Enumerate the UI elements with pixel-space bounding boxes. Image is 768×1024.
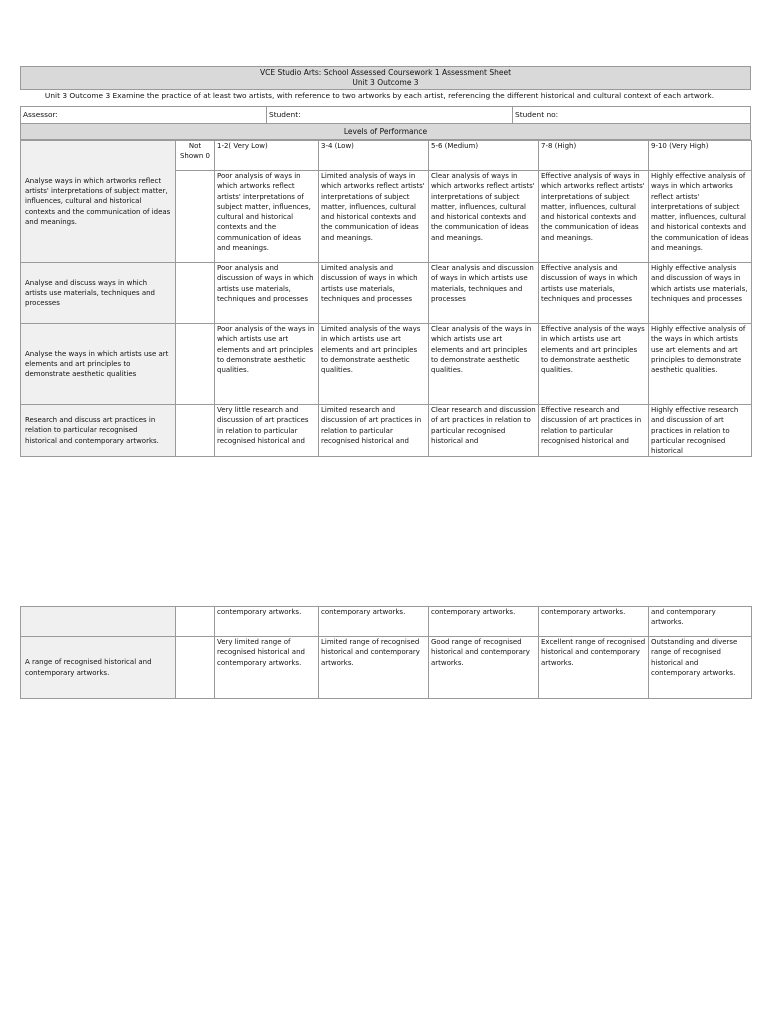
rubric-cell: Highly effective analysis of the ways in which artists use art elements and art principles to demonstrate aesthetic qualities. [649,324,752,405]
level-header: 1-2( Very Low) [215,141,319,171]
outcome-description: Unit 3 Outcome 3 Examine the practice of at least two artists, with reference to two artworks by each artist, referencing the different historical and cultural context of each artwork. [44,91,715,100]
sheet-subtitle: Unit 3 Outcome 3 [352,78,419,87]
table-row [21,324,752,405]
rubric-cell: Effective analysis of the ways in which artists use art elements and art principles to demonstrate aesthetic qualities. [539,324,649,405]
not-shown-cell[interactable] [176,324,215,405]
sheet-title-box [20,66,751,90]
rubric-cell: Good range of recognised historical and contemporary artworks. [429,637,539,699]
assessor-field[interactable]: Assessor: [21,107,267,123]
rubric-cell: Clear analysis of ways in which artworks reflect artists' interpretations of subject matter, influences, cultural and historical contexts and the communication of ideas and meanings. [429,171,539,263]
table-row [21,405,752,457]
not-shown-cell[interactable] [176,637,215,699]
table-row [21,607,752,637]
rubric-cell: Clear research and discussion of art practices in relation to particular recognised historical and [429,405,539,457]
levels-of-performance-heading: Levels of Performance [20,124,751,140]
student-no-field[interactable]: Student no: [515,110,559,119]
rubric-cell: Poor analysis of ways in which artworks reflect artists' interpretations of subject matter, influences, cultural and historical contexts and the communication of ideas and meanings. [215,171,319,263]
rubric-cell: Clear analysis and discussion of ways in which artists use materials, techniques and processes [429,263,539,324]
rubric-cell: Limited range of recognised historical and contemporary artworks. [319,637,429,699]
not-shown-header: Not Shown 0 [176,141,215,171]
criterion-cell: Analyse the ways in which artists use art elements and art principles to demonstrate aesthetic qualities [21,324,176,405]
rubric-cell: Limited research and discussion of art practices in relation to particular recognised historical and [319,405,429,457]
rubric-cell: Very limited range of recognised historical and contemporary artworks. [215,637,319,699]
rubric-cell: contemporary artworks. [539,607,649,637]
table-row [21,637,752,699]
rubric-cell: contemporary artworks. [319,607,429,637]
level-header: 7-8 (High) [539,141,649,171]
rubric-cell: Effective analysis of ways in which artworks reflect artists' interpretations of subject matter, influences, cultural and historical contexts and the communication of ideas and meanings. [539,171,649,263]
criterion-cell: A range of recognised historical and contemporary artworks. [21,637,176,699]
rubric-table [20,140,752,457]
sheet-title: VCE Studio Arts: School Assessed Coursework 1 Assessment Sheet [259,68,512,77]
level-header: 3-4 (Low) [319,141,429,171]
table-row [21,263,752,324]
not-shown-cell[interactable] [176,607,215,637]
criterion-cell: Analyse and discuss ways in which artists use materials, techniques and processes [21,263,176,324]
rubric-header-row [21,141,752,171]
rubric-cell: Highly effective analysis of ways in which artworks reflect artists' interpretations of subject matter, influences, cultural and historical contexts and the communication of ideas and meanings. [649,171,752,263]
not-shown-cell[interactable] [176,263,215,324]
rubric-cell: Limited analysis of the ways in which artists use art elements and art principles to demonstrate aesthetic qualities. [319,324,429,405]
rubric-table-continued [20,606,752,699]
rubric-cell: Limited analysis and discussion of ways in which artists use materials, techniques and processes [319,263,429,324]
not-shown-cell[interactable] [176,405,215,457]
rubric-cell: contemporary artworks. [215,607,319,637]
student-field[interactable]: Student: [267,107,513,123]
assessor-student-row [20,106,751,124]
assessment-sheet-page-1 [20,66,751,457]
rubric-cell: Effective analysis and discussion of ways in which artists use materials, techniques and processes [539,263,649,324]
rubric-cell: Limited analysis of ways in which artworks reflect artists' interpretations of subject matter, influences, cultural and historical contexts and the communication of ideas and meanings. [319,171,429,263]
criterion-cell [21,607,176,637]
rubric-cell: Highly effective research and discussion of art practices in relation to particular recognised historical [649,405,752,457]
rubric-cell: Poor analysis of the ways in which artists use art elements and art principles to demonstrate aesthetic qualities. [215,324,319,405]
criterion-cell: Research and discuss art practices in relation to particular recognised historical and contemporary artworks. [21,405,176,457]
rubric-cell: Effective research and discussion of art practices in relation to particular recognised historical and [539,405,649,457]
rubric-cell: and contemporary artworks. [649,607,752,637]
rubric-cell: Highly effective analysis and discussion of ways in which artists use materials, techniques and processes [649,263,752,324]
assessment-sheet-page-2 [20,606,751,699]
level-header: 9-10 (Very High) [649,141,752,171]
rubric-cell: Clear analysis of the ways in which artists use art elements and art principles to demonstrate aesthetic qualities. [429,324,539,405]
rubric-cell: Very little research and discussion of art practices in relation to particular recognised historical and [215,405,319,457]
rubric-cell: contemporary artworks. [429,607,539,637]
criterion-cell: Analyse ways in which artworks reflect artists' interpretations of subject matter, influences, cultural and historical contexts and the communication of ideas and meanings. [21,141,176,263]
level-header: 5-6 (Medium) [429,141,539,171]
rubric-cell: Excellent range of recognised historical and contemporary artworks. [539,637,649,699]
not-shown-cell[interactable] [176,171,215,263]
rubric-cell: Poor analysis and discussion of ways in which artists use materials, techniques and processes [215,263,319,324]
rubric-cell: Outstanding and diverse range of recognised historical and contemporary artworks. [649,637,752,699]
